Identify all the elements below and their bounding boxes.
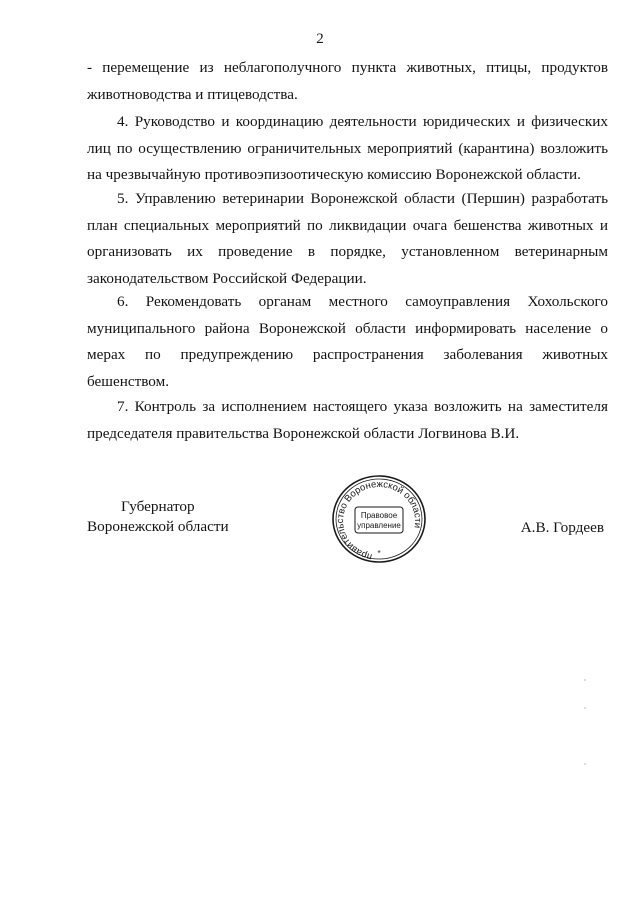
stamp-outer-text: правительство Воронежской области (335, 478, 424, 563)
scan-artifact-dots (584, 678, 586, 766)
signatory-name: А.В. Гордеев (520, 519, 604, 536)
paragraph-movement: - перемещение из неблагополучного пункта животных, птицы, продуктов животноводства и птицеводства. (87, 59, 608, 103)
signatory-title (87, 497, 229, 537)
paragraph-item-4: 4. Руководство и координацию деятельности юридических и физических лиц по осуществлению ограничительных мероприятий (карантина) возложить на чрезвычайную противоэпизоотическую комиссию Воронежской области. (87, 113, 608, 183)
legal-department-stamp (329, 473, 429, 565)
signatory-title-line2: Воронежской области (87, 518, 229, 535)
stamp-inner-line2: управление (357, 521, 401, 530)
stamp-star: * (377, 549, 381, 558)
stamp-inner-line1: Правовое (360, 511, 398, 520)
paragraph-item-5: 5. Управлению ветеринарии Воронежской области (Першин) разработать план специальных мероприятий по ликвидации очага бешенства животных и организовать их проведение в порядке, установленном ветеринарным законодательством Российской Федерации. (87, 190, 608, 287)
page-number: 2 (316, 31, 324, 47)
paragraph-item-6: 6. Рекомендовать органам местного самоуправления Хохольского муниципального района Воронежской области информировать население о мерах по предупреждению распространения заболевания животных бешенством. (87, 293, 608, 390)
signatory-title-line1: Губернатор (121, 498, 195, 515)
paragraph-item-7: 7. Контроль за исполнением настоящего указа возложить на заместителя председателя правительства Воронежской области Логвинова В.И. (87, 398, 608, 442)
